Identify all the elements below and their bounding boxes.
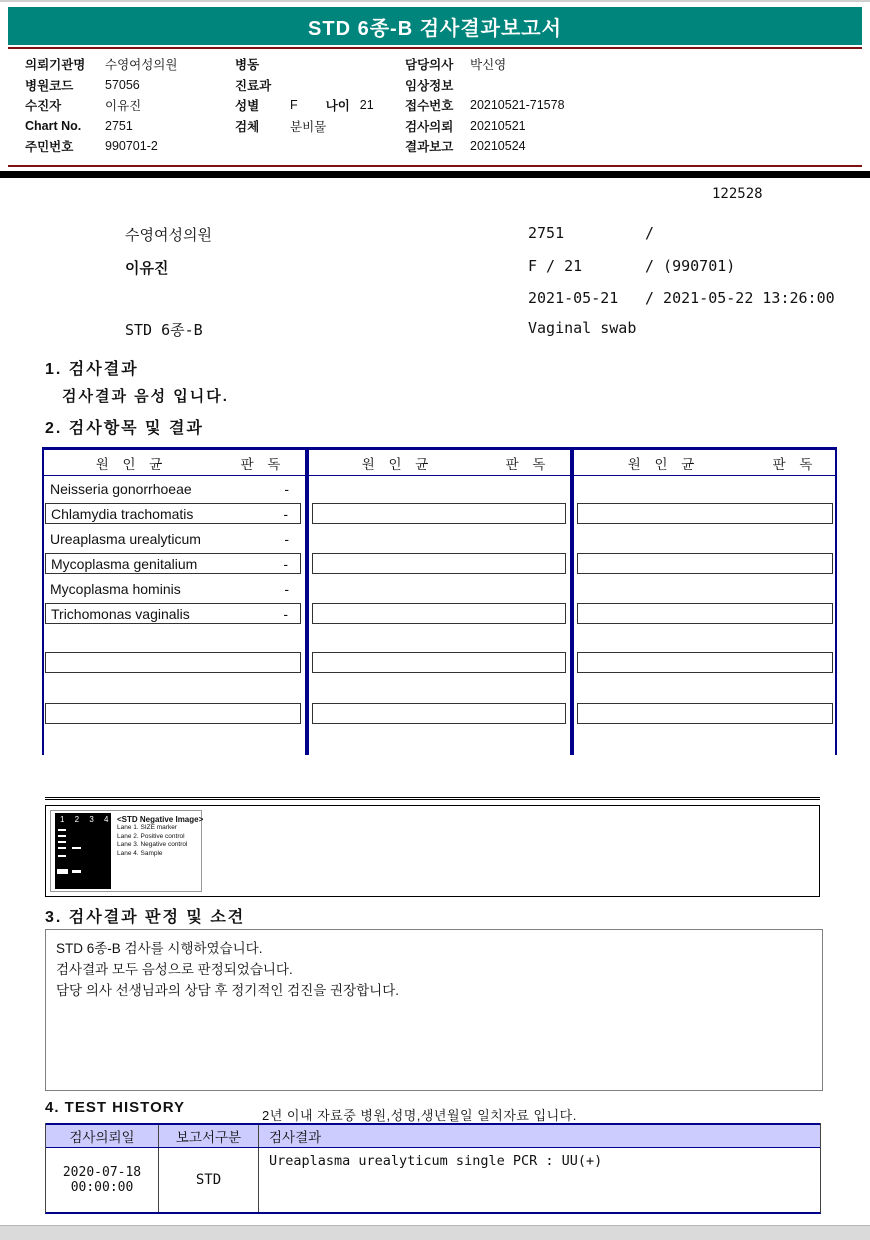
document-number: 122528 xyxy=(712,186,763,202)
field-label: 진료과 xyxy=(235,78,272,93)
result-value: - xyxy=(284,580,289,597)
info-row xyxy=(25,75,177,96)
gel-caption: <STD Negative Image> xyxy=(117,815,204,824)
empty-result-box xyxy=(577,652,833,673)
field-label: Chart No. xyxy=(25,118,82,133)
summary-row xyxy=(0,289,870,309)
field-value: F xyxy=(290,98,298,113)
gel-band xyxy=(58,855,66,857)
gel-lane-desc: Lane 1. SIZE marker xyxy=(117,824,177,831)
empty-result-box xyxy=(577,553,833,574)
empty-result-box xyxy=(45,652,301,673)
info-row xyxy=(405,54,565,75)
result-table-header xyxy=(42,450,837,476)
history-date: 2020-07-18 00:00:00 xyxy=(46,1148,159,1212)
opinion-box xyxy=(45,929,823,1091)
summary-row xyxy=(0,319,870,339)
info-row xyxy=(235,116,374,137)
result-row xyxy=(42,576,837,601)
field-value: 이유진 xyxy=(105,99,142,114)
result-value: - xyxy=(284,530,289,547)
black-divider-bar xyxy=(0,171,870,178)
gel-band xyxy=(57,869,68,874)
organism-name: Chlamydia trachomatis xyxy=(51,505,194,522)
header-group xyxy=(309,453,570,473)
field-value: 57056 xyxy=(105,77,140,92)
field-label: 수진자 xyxy=(25,99,62,114)
summary-row xyxy=(0,257,870,277)
patient-info-col2 xyxy=(235,54,374,136)
field-label: 임상정보 xyxy=(405,78,454,93)
gel-band xyxy=(58,835,66,837)
result-value: - xyxy=(284,480,289,497)
result-row xyxy=(42,476,837,501)
gel-electrophoresis-image xyxy=(55,813,111,889)
result-header: 판 독 xyxy=(772,456,818,472)
opinion-line: STD 6종-B 검사를 시행하였습니다. xyxy=(56,941,263,956)
info-row xyxy=(25,95,177,116)
organism-box xyxy=(45,503,301,524)
patient-info-col1 xyxy=(25,54,177,157)
field-value: 990701-2 xyxy=(105,139,158,154)
result-row xyxy=(42,501,837,526)
empty-result-box xyxy=(45,703,301,724)
field-value: 수영여성의원 xyxy=(105,58,178,73)
summary-hospital: 수영여성의원 xyxy=(125,226,212,244)
info-row xyxy=(405,95,565,116)
field-label: 담당의사 xyxy=(405,58,454,73)
history-result: Ureaplasma urealyticum single PCR : UU(+) xyxy=(269,1153,603,1169)
empty-result-box xyxy=(577,703,833,724)
top-border-strip xyxy=(0,0,870,2)
field-value: 박신영 xyxy=(470,58,507,73)
header-group xyxy=(42,453,305,473)
field-label: 병원코드 xyxy=(25,78,74,93)
field-label: 병동 xyxy=(235,58,260,73)
gel-legend xyxy=(117,815,204,858)
section1-heading: 1. 검사결과 xyxy=(45,361,139,378)
field-value: 21 xyxy=(359,98,374,113)
organism-name: Ureaplasma urealyticum xyxy=(50,530,201,547)
summary-patient-name: 이유진 xyxy=(125,259,169,277)
table-vline xyxy=(305,450,309,755)
history-table-header xyxy=(46,1123,820,1148)
table-gap xyxy=(42,675,837,701)
field-value: 20210521-71578 xyxy=(470,98,565,113)
result-value: - xyxy=(283,555,288,572)
organism-header: 원 인 균 xyxy=(361,456,434,472)
table-vline xyxy=(42,450,44,755)
field-value: 2751 xyxy=(105,118,133,133)
summary-report-date: / 2021-05-22 13:26:00 xyxy=(645,289,835,307)
gel-band xyxy=(72,870,81,873)
organism-cell xyxy=(42,476,305,501)
info-row xyxy=(235,54,374,75)
organism-name: Mycoplasma genitalium xyxy=(51,555,198,572)
table-vline xyxy=(835,450,837,755)
gel-band xyxy=(58,829,66,831)
history-col-header: 검사의뢰일 xyxy=(46,1125,159,1147)
header-group xyxy=(574,453,837,473)
organism-header: 원 인 균 xyxy=(627,456,700,472)
empty-result-box xyxy=(312,553,566,574)
empty-result-box xyxy=(577,503,833,524)
section1-result-text: 검사결과 음성 입니다. xyxy=(62,388,229,405)
result-header: 판 독 xyxy=(505,456,551,472)
info-row xyxy=(405,116,565,137)
organism-cell xyxy=(42,576,305,601)
info-row xyxy=(405,136,565,157)
gel-panel xyxy=(45,805,820,897)
result-value: - xyxy=(283,505,288,522)
organism-name: Neisseria gonorrhoeae xyxy=(50,480,192,497)
gel-band xyxy=(58,847,66,849)
field-label: 성별 xyxy=(235,99,260,114)
gel-lane-desc: Lane 4. Sample xyxy=(117,849,163,857)
summary-sex-age: F / 21 xyxy=(528,257,583,275)
section2-heading: 2. 검사항목 및 결과 xyxy=(45,420,204,437)
gel-band xyxy=(72,847,81,849)
history-row xyxy=(46,1148,820,1212)
result-row xyxy=(42,701,837,726)
field-label: 주민번호 xyxy=(25,140,74,155)
info-row xyxy=(25,54,177,75)
organism-box xyxy=(45,603,301,624)
banner-underline xyxy=(8,47,862,49)
section3-heading: 3. 검사결과 판정 및 소견 xyxy=(45,909,246,926)
empty-result-box xyxy=(577,603,833,624)
bottom-border-strip xyxy=(0,1225,870,1240)
empty-result-box xyxy=(312,603,566,624)
result-row xyxy=(42,551,837,576)
result-value: - xyxy=(283,605,288,622)
empty-result-box xyxy=(312,652,566,673)
result-row xyxy=(42,526,837,551)
field-label: 검사의뢰 xyxy=(405,119,454,134)
organism-header: 원 인 균 xyxy=(95,456,168,472)
history-note: 2년 이내 자료중 병원,성명,생년월일 일치자료 입니다. xyxy=(262,1108,577,1123)
info-row xyxy=(235,75,374,96)
result-header: 판 독 xyxy=(240,456,286,472)
info-row xyxy=(25,116,177,137)
opinion-line: 담당 의사 선생님과의 상담 후 정기적인 검진을 권장합니다. xyxy=(56,983,399,998)
organism-cell xyxy=(42,526,305,551)
gel-band xyxy=(58,841,66,843)
field-label: 나이 xyxy=(325,99,350,114)
history-table xyxy=(45,1123,821,1214)
gel-lane-numbers: 1 2 3 4 xyxy=(60,815,113,824)
info-row xyxy=(25,136,177,157)
section4-heading: 4. TEST HISTORY xyxy=(45,1099,186,1116)
summary-chart-no: 2751 xyxy=(528,224,565,242)
patient-info-col3 xyxy=(405,54,565,157)
report-title: STD 6종-B 검사결과보고서 xyxy=(308,17,562,40)
maroon-divider xyxy=(8,165,862,167)
history-col-header: 보고서구분 xyxy=(159,1125,259,1147)
empty-result-box xyxy=(312,503,566,524)
summary-row xyxy=(0,224,870,244)
summary-sep: / xyxy=(645,224,655,242)
field-value: 20210524 xyxy=(470,139,526,154)
organism-name: Mycoplasma hominis xyxy=(50,580,181,597)
report-title-banner xyxy=(8,7,862,45)
table-vline xyxy=(570,450,574,755)
field-label: 의뢰기관명 xyxy=(25,58,86,73)
summary-test-name: STD 6종-B xyxy=(125,321,203,339)
organism-box xyxy=(45,553,301,574)
field-value: 분비물 xyxy=(290,119,327,134)
result-row xyxy=(42,650,837,675)
info-row xyxy=(235,95,374,116)
history-col-header: 검사결과 xyxy=(269,1130,322,1145)
gel-frame xyxy=(50,810,202,892)
summary-birth: / (990701) xyxy=(645,257,736,275)
table-gap xyxy=(42,626,837,650)
result-table xyxy=(42,447,837,755)
gel-lane-desc: Lane 2. Positive control xyxy=(117,832,185,840)
field-label: 검체 xyxy=(235,119,260,134)
summary-request-date: 2021-05-21 xyxy=(528,289,619,307)
empty-result-box xyxy=(312,703,566,724)
opinion-line: 검사결과 모두 음성으로 판정되었습니다. xyxy=(56,962,293,977)
info-row xyxy=(405,75,565,96)
history-report-type: STD xyxy=(159,1148,259,1212)
field-label: 결과보고 xyxy=(405,140,454,155)
field-label: 접수번호 xyxy=(405,99,454,114)
result-row xyxy=(42,601,837,626)
field-value: 20210521 xyxy=(470,118,526,133)
double-rule xyxy=(45,797,820,800)
gel-lane-desc: Lane 3. Negative control xyxy=(117,841,188,848)
summary-specimen: Vaginal swab xyxy=(528,319,637,337)
organism-name: Trichomonas vaginalis xyxy=(51,605,190,622)
